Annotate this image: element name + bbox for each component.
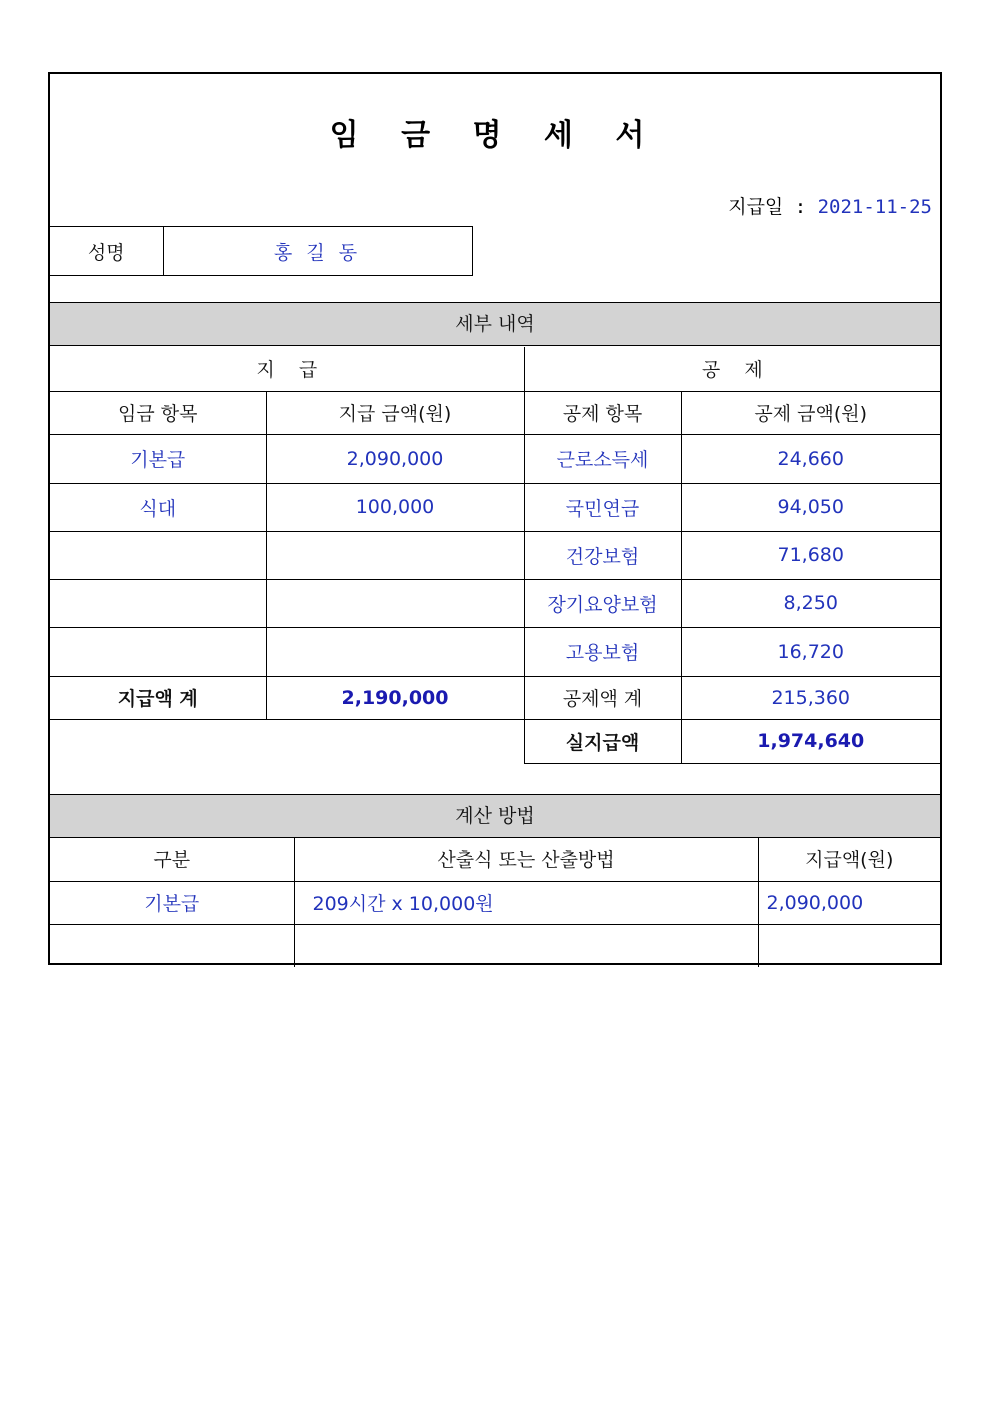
ded-amount: 71,680	[681, 531, 940, 579]
pay-amount	[266, 579, 524, 627]
employee-name-table	[50, 226, 473, 276]
pay-item	[50, 627, 266, 676]
col-ded-item: 공제 항목	[524, 391, 681, 434]
employee-name: 홍 길 동	[163, 227, 472, 276]
pay-item	[50, 579, 266, 627]
payment-header: 지 급	[50, 347, 524, 391]
pay-amount	[266, 627, 524, 676]
calc-formula: 209시간 x 10,000원	[294, 881, 758, 924]
payslip-document	[48, 72, 942, 965]
detail-section-header: 세부 내역	[50, 302, 940, 346]
net-label: 실지급액	[524, 719, 681, 763]
ded-amount: 8,250	[681, 579, 940, 627]
net-row	[50, 719, 940, 763]
calc-table	[50, 837, 940, 967]
ded-item: 장기요양보험	[524, 579, 681, 627]
col-ded-amount: 공제 금액(원)	[681, 391, 940, 434]
blank-cell	[50, 719, 524, 763]
ded-item: 근로소득세	[524, 434, 681, 483]
col-category: 구분	[50, 837, 294, 881]
pay-item: 기본급	[50, 434, 266, 483]
ded-total-label: 공제액 계	[524, 676, 681, 719]
pay-amount	[266, 531, 524, 579]
ded-item: 국민연금	[524, 483, 681, 531]
calc-section-header: 계산 방법	[50, 794, 940, 838]
table-row	[50, 881, 940, 924]
col-formula: 산출식 또는 산출방법	[294, 837, 758, 881]
table-row	[50, 531, 940, 579]
pay-item	[50, 531, 266, 579]
col-pay-amount: 지급 금액(원)	[266, 391, 524, 434]
table-row	[50, 434, 940, 483]
pay-date-label: 지급일 :	[728, 196, 818, 218]
table-row	[50, 627, 940, 676]
calc-formula	[294, 924, 758, 967]
pay-amount: 100,000	[266, 483, 524, 531]
deduction-header: 공 제	[524, 347, 940, 391]
table-row	[50, 483, 940, 531]
pay-total: 2,190,000	[266, 676, 524, 719]
col-pay-item: 임금 항목	[50, 391, 266, 434]
table-row	[50, 924, 940, 967]
name-label: 성명	[50, 227, 163, 276]
calc-amount	[758, 924, 940, 967]
pay-date	[728, 192, 932, 219]
ded-amount: 16,720	[681, 627, 940, 676]
col-amount: 지급액(원)	[758, 837, 940, 881]
net-amount: 1,974,640	[681, 719, 940, 763]
pay-total-label: 지급액 계	[50, 676, 266, 719]
pay-item: 식대	[50, 483, 266, 531]
calc-amount: 2,090,000	[758, 881, 940, 924]
ded-item: 고용보험	[524, 627, 681, 676]
ded-total: 215,360	[681, 676, 940, 719]
totals-row	[50, 676, 940, 719]
ded-amount: 24,660	[681, 434, 940, 483]
ded-item: 건강보험	[524, 531, 681, 579]
calc-category	[50, 924, 294, 967]
detail-table	[50, 347, 940, 764]
ded-amount: 94,050	[681, 483, 940, 531]
pay-amount: 2,090,000	[266, 434, 524, 483]
table-row	[50, 579, 940, 627]
document-title: 임 금 명 세 서	[329, 118, 661, 153]
pay-date-value: 2021-11-25	[817, 196, 932, 218]
calc-category: 기본급	[50, 881, 294, 924]
